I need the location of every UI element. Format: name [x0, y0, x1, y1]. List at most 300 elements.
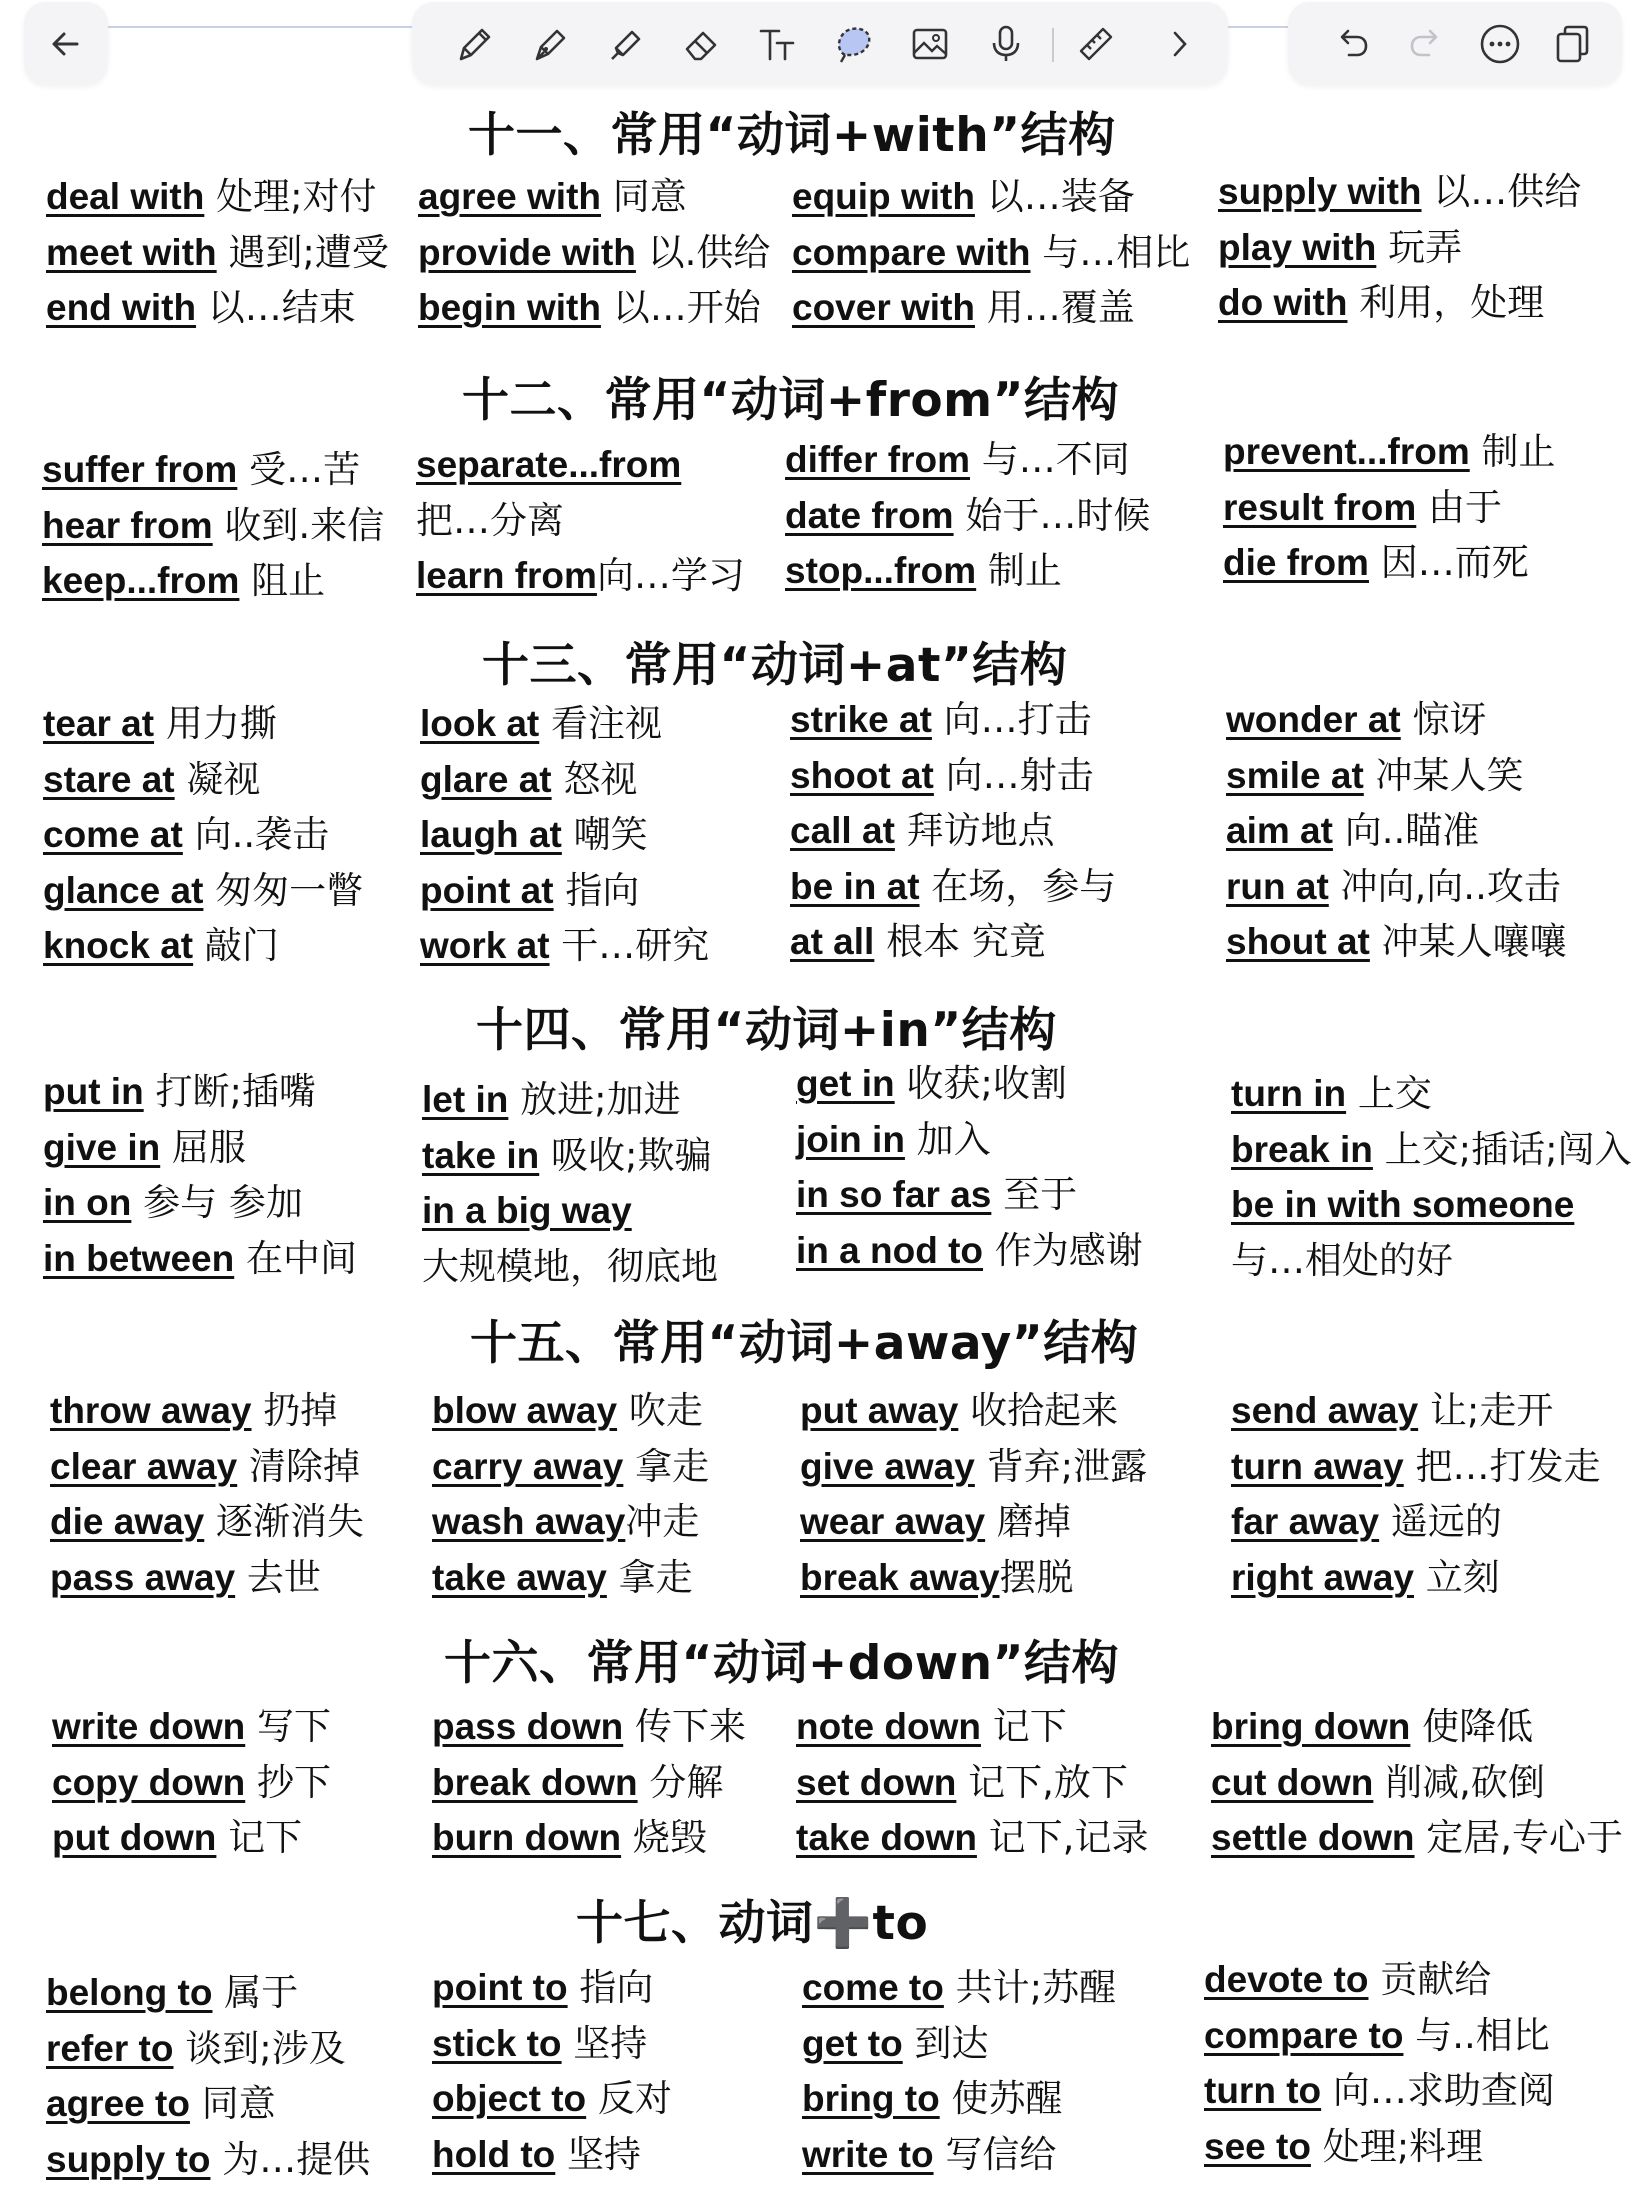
phrase-meaning: 与…相处的好 [1231, 1238, 1453, 1282]
phrase-meaning: 把…打发走 [1403, 1444, 1601, 1488]
phrase-english: in so far as [796, 1174, 992, 1215]
phrase-meaning: 向…学习 [596, 554, 745, 597]
phrase-meaning: 共计;苏醒 [943, 1966, 1117, 2009]
phrase-meaning: 分解 [637, 1760, 724, 1804]
phrase-entry [420, 813, 648, 857]
phrase-english: begin with [418, 287, 601, 328]
actions-toolbar [1288, 2, 1622, 85]
page-top-line [108, 26, 412, 28]
phrase-meaning: 冲某人嚷嚷 [1369, 920, 1567, 963]
phrase-english: run at [1226, 865, 1329, 907]
phrase-entry [420, 869, 639, 913]
phrase-english: in a nod to [796, 1229, 984, 1271]
phrase-meaning: 记下 [216, 1816, 303, 1859]
phrase-english: let in [422, 1079, 509, 1120]
phrase-entry [1226, 698, 1487, 742]
phrase-english: turn to [1204, 2070, 1322, 2111]
phrase-meaning: 清除掉 [237, 1444, 360, 1488]
phrase-entry [785, 438, 1130, 482]
phrase-entry [50, 1445, 360, 1489]
phrase-entry [1231, 1500, 1502, 1544]
phrase-meaning: 拿走 [606, 1555, 693, 1599]
phrase-entry [1204, 2014, 1550, 2058]
phrase-english: wear away [800, 1501, 986, 1542]
phrase-meaning: 屈服 [160, 1125, 246, 1169]
phrase-entry [420, 702, 662, 746]
phrase-entry [790, 809, 1055, 853]
phrase-english: pass away [50, 1556, 236, 1598]
phrase-english: break in [1231, 1128, 1373, 1170]
phrase-meaning: 处理;对付 [204, 175, 377, 218]
phrase-entry [796, 1761, 1128, 1805]
phrase-english: date from [785, 494, 954, 536]
phrase-english: right away [1231, 1556, 1414, 1598]
phrase-entry [416, 443, 681, 487]
phrase-entry [52, 1705, 331, 1749]
phrase-meaning: 制止 [976, 549, 1062, 592]
phrase-meaning: 定居,专心于 [1414, 1816, 1624, 1859]
phrase-entry [418, 175, 687, 219]
lasso-icon[interactable] [826, 16, 882, 72]
section-title: 十四、常用“动词+in”结构 [476, 1003, 1057, 1058]
phrase-meaning: 看注视 [539, 702, 663, 745]
phrase-english: look at [420, 703, 540, 744]
phrase-english: take away [432, 1556, 607, 1598]
phrase-meaning: 在场，参与 [919, 864, 1117, 908]
phrase-entry [432, 1816, 707, 1860]
phrase-english: at all [790, 921, 875, 962]
phrase-meaning: 以…供给 [1421, 170, 1582, 213]
phrase-entry [802, 1966, 1116, 2010]
phrase-entry [43, 1237, 357, 1281]
section-title: 十一、常用“动词+with”结构 [468, 108, 1116, 163]
ruler-icon[interactable] [1068, 16, 1124, 72]
text-tool-icon[interactable] [750, 16, 806, 72]
phrase-entry [43, 1181, 303, 1225]
phrase-entry [52, 1816, 302, 1860]
phrase-meaning: 用力撕 [154, 702, 277, 745]
phrase-entry [1226, 754, 1524, 798]
phrase-english: settle down [1211, 1817, 1415, 1858]
phrase-meaning: 与…不同 [970, 438, 1130, 481]
phrase-english: knock at [43, 925, 194, 966]
phrase-entry [46, 175, 377, 219]
phrase-entry [43, 869, 363, 913]
phrase-entry [796, 1816, 1148, 1860]
phrase-entry [432, 1445, 709, 1489]
phrase-entry [800, 1500, 1071, 1544]
phrase-entry [50, 1556, 321, 1600]
phrase-entry [1231, 1556, 1500, 1600]
phrase-meaning: 以…结束 [196, 286, 356, 329]
phrase-entry [1231, 1445, 1600, 1489]
phrase-english: work at [420, 925, 550, 966]
phrase-entry [1218, 226, 1462, 270]
phrase-entry [422, 1078, 681, 1122]
phrase-meaning: 敲门 [193, 924, 279, 967]
phrase-entry [422, 1134, 711, 1178]
phrase-english: wonder at [1226, 699, 1401, 740]
phrase-entry [1218, 170, 1581, 214]
phrase-meaning: 拿走 [623, 1444, 710, 1488]
phrase-english: smile at [1226, 754, 1364, 796]
image-icon[interactable] [902, 16, 958, 72]
phrase-meaning: 坚持 [561, 2021, 648, 2065]
phrase-meaning: 使苏醒 [939, 2077, 1063, 2120]
phrase-english: break down [432, 1761, 638, 1803]
phrase-english: aim at [1226, 810, 1333, 851]
phrase-english: be in at [790, 865, 920, 907]
phrase-entry [420, 924, 709, 968]
phrase-entry [422, 1245, 718, 1289]
phrase-entry [416, 554, 745, 598]
phrase-meaning: 吸收;欺骗 [539, 1133, 712, 1177]
chevron-right-icon[interactable] [1152, 16, 1208, 72]
phrase-meaning: 记下 [980, 1705, 1067, 1748]
phrase-entry [432, 1556, 693, 1600]
phrase-meaning: 由于 [1416, 485, 1503, 529]
phrase-english: compare with [792, 231, 1031, 273]
phrase-entry [46, 1971, 298, 2015]
phrase-entry [422, 1189, 632, 1233]
phrase-entry [790, 698, 1092, 742]
phrase-entry [432, 2133, 641, 2177]
phrase-meaning: 向…射击 [933, 753, 1094, 797]
phrase-entry [1211, 1705, 1533, 1749]
phrase-meaning: 同意 [189, 2082, 276, 2125]
phrase-english: equip with [792, 176, 975, 217]
phrase-entry [50, 1389, 337, 1433]
phrase-entry [800, 1389, 1118, 1433]
section-title: 十五、常用“动词+away”结构 [470, 1316, 1139, 1371]
phrase-meaning: 抄下 [245, 1760, 331, 1804]
section-title: 十七、动词➕to [576, 1896, 929, 1951]
phrase-meaning: 制止 [1469, 430, 1556, 473]
phrase-english: see to [1204, 2125, 1311, 2167]
phrase-meaning: 以…装备 [974, 175, 1135, 218]
phrase-english: tear at [43, 703, 155, 744]
phrase-meaning: 惊讶 [1400, 698, 1487, 741]
phrase-meaning: 因…而死 [1368, 541, 1529, 584]
phrase-english: give in [43, 1126, 161, 1168]
phrase-meaning: 以…开始 [600, 286, 761, 329]
phrase-meaning: 加入 [904, 1117, 991, 1161]
phrase-english: die from [1223, 542, 1369, 583]
phrase-entry [42, 448, 360, 492]
phrase-meaning: 阻止 [239, 559, 326, 602]
phrase-meaning: 凝视 [174, 757, 261, 801]
phrase-meaning: 为…提供 [210, 2137, 371, 2181]
phrase-entry [785, 494, 1150, 538]
phrase-meaning: 向..袭击 [182, 813, 330, 856]
phrase-meaning: 让;走开 [1418, 1389, 1554, 1432]
phrase-english: write to [802, 2133, 934, 2175]
phrase-meaning: 烧毁 [621, 1816, 707, 1859]
phrase-english: write down [52, 1706, 246, 1747]
phrase-entry [1211, 1761, 1545, 1805]
phrase-english: in a big way [422, 1190, 632, 1231]
phrase-english: separate...from [416, 444, 682, 485]
phrase-english: turn in [1231, 1073, 1347, 1114]
phrase-meaning: 向…求助查阅 [1321, 2069, 1555, 2112]
page-top-line [1228, 26, 1288, 28]
phrase-meaning: 贡献给 [1368, 1958, 1492, 2001]
phrase-entry [432, 1500, 699, 1544]
phrase-entry [1226, 865, 1561, 909]
section-title: 十三、常用“动词+at”结构 [482, 638, 1068, 693]
phrase-english: differ from [785, 439, 970, 480]
phrase-entry [43, 1070, 316, 1114]
phrase-meaning: 同意 [601, 175, 687, 218]
phrase-entry [46, 2138, 370, 2182]
phrase-english: note down [796, 1706, 981, 1747]
phrase-entry [1231, 1239, 1453, 1283]
phrase-entry [432, 2022, 647, 2066]
phrase-entry [1204, 2069, 1555, 2113]
phrase-english: die away [50, 1501, 205, 1542]
toolbar-divider [1052, 28, 1054, 62]
phrase-meaning: 怒视 [551, 757, 638, 801]
phrase-english: wash away [432, 1501, 626, 1542]
phrase-english: result from [1223, 486, 1417, 528]
phrase-entry [802, 2022, 988, 2066]
phrase-meaning: 使降低 [1410, 1705, 1534, 1748]
phrase-english: meet with [46, 231, 217, 273]
phrase-entry [1204, 2125, 1483, 2169]
phrase-entry [1226, 920, 1567, 964]
phrase-entry [790, 754, 1094, 798]
phrase-english: join in [796, 1118, 905, 1160]
phrase-meaning: 拜访地点 [894, 809, 1055, 852]
phrase-entry [1223, 541, 1529, 585]
phrase-english: stop...from [785, 550, 977, 591]
phrase-entry [1231, 1128, 1632, 1172]
phrase-entry [802, 2133, 1056, 2177]
pages-icon[interactable] [1544, 16, 1600, 72]
phrase-english: hear from [42, 504, 213, 546]
microphone-icon[interactable] [978, 16, 1034, 72]
fountain-pen-icon[interactable] [522, 16, 578, 72]
phrase-meaning: 收获;收割 [894, 1062, 1067, 1105]
section-title: 十二、常用“动词+from”结构 [462, 373, 1120, 428]
phrase-meaning: 削减,砍倒 [1373, 1760, 1545, 1804]
phrase-entry [432, 1705, 746, 1749]
phrase-english: shoot at [790, 754, 934, 796]
phrase-entry [790, 920, 1046, 964]
phrase-english: far away [1231, 1501, 1380, 1542]
phrase-meaning: 把…分离 [416, 498, 564, 542]
phrase-english: clear away [50, 1445, 238, 1487]
phrase-meaning: 吹走 [617, 1389, 703, 1432]
phrase-meaning: 受…苦 [237, 448, 361, 491]
phrase-english: be in with someone [1231, 1184, 1575, 1225]
phrase-entry [46, 2027, 346, 2071]
phrase-english: come at [43, 814, 183, 855]
phrase-entry [43, 758, 260, 802]
phrase-entry [800, 1556, 1074, 1600]
phrase-entry [432, 1966, 653, 2010]
more-icon[interactable] [1472, 16, 1528, 72]
phrase-english: compare to [1204, 2014, 1404, 2056]
phrase-entry [418, 231, 770, 275]
phrase-english: turn away [1231, 1445, 1404, 1487]
undo-icon[interactable] [1324, 16, 1380, 72]
phrase-english: belong to [46, 1972, 213, 2013]
phrase-entry [796, 1173, 1077, 1217]
phrase-meaning: 利用，处理 [1347, 281, 1545, 324]
phrase-entry [50, 1500, 364, 1544]
phrase-entry [43, 813, 329, 857]
phrase-entry [796, 1118, 991, 1162]
phrase-meaning: 与…相比 [1030, 230, 1191, 274]
phrase-entry [432, 2077, 672, 2121]
phrase-meaning: 参与 参加 [131, 1181, 303, 1224]
phrase-entry [1223, 486, 1502, 530]
phrase-meaning: 与..相比 [1403, 2013, 1550, 2057]
phrase-meaning: 指向 [553, 868, 640, 912]
phrase-entry [1226, 809, 1479, 853]
phrase-meaning: 收到.来信 [212, 503, 385, 547]
phrase-entry [1231, 1072, 1432, 1116]
phrase-english: pass down [432, 1706, 624, 1747]
phrase-english: end with [46, 287, 197, 328]
phrase-entry [42, 559, 325, 603]
phrase-meaning: 背弃;泄露 [974, 1444, 1148, 1488]
phrase-english: come to [802, 1967, 944, 2008]
phrase-entry [1231, 1389, 1553, 1433]
phrase-meaning: 遇到;遭受 [216, 230, 389, 274]
phrase-meaning: 反对 [586, 2077, 672, 2120]
phrase-english: supply to [46, 2138, 211, 2180]
phrase-meaning: 属于 [212, 1971, 299, 2014]
phrase-meaning: 向..瞄准 [1332, 809, 1480, 852]
phrase-meaning: 用…覆盖 [975, 286, 1135, 329]
phrase-english: provide with [418, 231, 636, 273]
phrase-entry [1218, 281, 1544, 325]
phrase-english: do with [1218, 282, 1348, 323]
phrase-meaning: 磨掉 [985, 1500, 1071, 1543]
phrase-meaning: 遥远的 [1379, 1500, 1502, 1543]
phrase-english: suffer from [42, 449, 238, 490]
phrase-entry [792, 286, 1135, 330]
phrase-meaning: 始于…时候 [953, 493, 1151, 537]
redo-icon[interactable] [1398, 16, 1454, 72]
phrase-english: take down [796, 1817, 977, 1858]
phrase-entry [1231, 1183, 1574, 1227]
phrase-english: carry away [432, 1445, 624, 1487]
phrase-entry [802, 2077, 1062, 2121]
phrase-entry [420, 758, 637, 802]
phrase-entry [792, 231, 1190, 275]
phrase-entry [796, 1062, 1067, 1106]
phrase-meaning: 放进;加进 [508, 1078, 681, 1121]
phrase-english: put in [43, 1071, 144, 1112]
phrase-meaning: 作为感谢 [983, 1228, 1143, 1272]
phrase-meaning: 以.供给 [635, 230, 771, 274]
phrase-english: play with [1218, 226, 1377, 268]
phrase-english: hold to [432, 2133, 556, 2175]
eraser-icon[interactable] [674, 16, 730, 72]
phrase-english: glare at [420, 758, 552, 800]
phrase-meaning: 匆匆一瞥 [203, 868, 364, 912]
phrase-entry [432, 1761, 723, 1805]
phrase-english: stick to [432, 2022, 562, 2064]
phrase-english: set down [796, 1761, 957, 1803]
phrase-english: put away [800, 1390, 959, 1431]
phrase-entry [416, 499, 564, 543]
phrase-meaning: 立刻 [1414, 1555, 1500, 1599]
phrase-english: call at [790, 810, 895, 851]
phrase-entry [43, 924, 279, 968]
phrase-entry [46, 2082, 276, 2126]
phrase-english: glance at [43, 869, 204, 911]
phrase-english: copy down [52, 1761, 246, 1803]
phrase-entry [46, 231, 389, 275]
phrase-english: shout at [1226, 921, 1370, 962]
phrase-meaning: 坚持 [555, 2132, 642, 2176]
phrase-meaning: 去世 [235, 1555, 321, 1599]
phrase-entry [1223, 430, 1555, 474]
phrase-english: give away [800, 1445, 975, 1487]
phrase-meaning: 收拾起来 [958, 1389, 1119, 1432]
phrase-english: blow away [432, 1390, 618, 1431]
phrase-entry [418, 286, 761, 330]
phrase-meaning: 摆脱 [999, 1555, 1074, 1599]
highlighter-icon[interactable] [598, 16, 654, 72]
phrase-english: prevent...from [1223, 431, 1470, 472]
phrase-entry [796, 1229, 1143, 1273]
phrase-meaning: 记下,放下 [956, 1760, 1128, 1804]
phrase-english: send away [1231, 1390, 1419, 1431]
phrase-english: cover with [792, 287, 975, 328]
phrase-meaning: 指向 [567, 1966, 654, 2009]
tools-toolbar [412, 2, 1228, 85]
phrase-meaning: 写下 [245, 1705, 331, 1748]
phrase-entry [42, 504, 384, 548]
phrase-meaning: 上交 [1346, 1072, 1432, 1115]
phrase-meaning: 谈到;涉及 [173, 2026, 346, 2070]
phrase-entry [800, 1445, 1147, 1489]
phrase-english: throw away [50, 1390, 252, 1431]
phrase-entry [790, 865, 1116, 909]
phrase-meaning: 冲向,向..攻击 [1328, 864, 1561, 908]
phrase-english: refer to [46, 2027, 174, 2069]
phrase-entry [1204, 1958, 1491, 2002]
phrase-meaning: 打断;插嘴 [143, 1070, 316, 1113]
back-arrow-icon[interactable] [38, 16, 94, 72]
phrase-meaning: 大规模地，彻底地 [422, 1244, 718, 1288]
phrase-meaning: 向…打击 [931, 698, 1092, 741]
phrase-english: get to [802, 2022, 903, 2064]
phrase-english: bring down [1211, 1706, 1411, 1747]
phrase-meaning: 嘲笑 [561, 813, 648, 856]
phrase-meaning: 上交;插话;闯入 [1372, 1127, 1632, 1171]
phrase-entry [46, 286, 356, 330]
phrase-english: take in [422, 1134, 540, 1176]
phrase-entry [52, 1761, 331, 1805]
phrase-entry [792, 175, 1135, 219]
phrase-meaning: 在中间 [234, 1236, 357, 1280]
phrase-english: devote to [1204, 1959, 1369, 2000]
phrase-meaning: 逐渐消失 [204, 1500, 365, 1543]
phrase-meaning: 写信给 [933, 2132, 1057, 2176]
phrase-meaning: 冲某人笑 [1363, 753, 1524, 797]
section-title: 十六、常用“动词+down”结构 [444, 1636, 1119, 1691]
pen-icon[interactable] [446, 16, 502, 72]
phrase-meaning: 扔掉 [251, 1389, 338, 1432]
phrase-english: agree to [46, 2083, 190, 2124]
phrase-english: put down [52, 1817, 217, 1858]
